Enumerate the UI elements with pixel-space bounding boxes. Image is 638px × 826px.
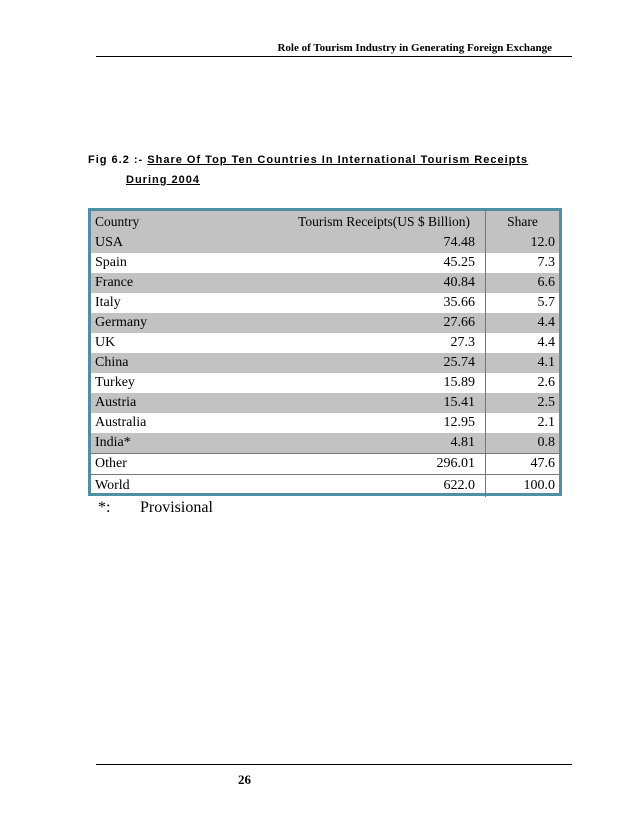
footer-rule [96,764,572,765]
cell-share: 100.0 [523,478,555,493]
figure-title-line2: During 2004 [126,174,200,186]
header-share: Share [507,214,538,229]
cell-country: Austria [95,395,137,410]
page-number: 26 [238,772,251,787]
header-rule [96,56,572,57]
table-row [91,253,559,273]
footnote-mark: *: [98,499,111,516]
cell-receipts: 25.74 [283,353,486,373]
table-row [91,474,559,497]
footnote-text: Provisional [140,499,213,516]
header-receipts: Tourism Receipts(US $ Billion) [283,211,486,233]
cell-share: 2.5 [537,395,555,410]
cell-country: Italy [95,295,121,310]
cell-country: Turkey [95,375,135,390]
table-row [91,313,559,333]
cell-country: India* [95,435,131,450]
cell-share: 6.6 [537,275,555,290]
running-header: Role of Tourism Industry in Generating Foreign Exchange [277,42,552,54]
table-row [91,353,559,373]
table-header-row [91,211,559,233]
table-row [91,373,559,393]
cell-country: USA [95,235,124,250]
figure-caption [88,150,568,190]
header-country: Country [95,214,140,229]
cell-receipts: 15.89 [283,373,486,393]
cell-receipts: 40.84 [283,273,486,293]
cell-share: 7.3 [537,255,555,270]
cell-share: 12.0 [530,235,555,250]
footnote [98,499,213,517]
cell-country: Spain [95,255,127,270]
table-row [91,233,559,253]
table-row [91,393,559,413]
figure-title-line1: Share Of Top Ten Countries In International Tourism Receipts [147,154,529,166]
figure-prefix: Fig 6.2 :- [88,154,148,166]
cell-receipts: 296.01 [283,454,486,474]
cell-country: China [95,355,129,370]
cell-country: World [95,478,130,493]
cell-receipts: 27.66 [283,313,486,333]
cell-receipts: 35.66 [283,293,486,313]
cell-receipts: 4.81 [283,433,486,453]
cell-share: 0.8 [537,435,555,450]
cell-share: 4.1 [537,355,555,370]
table-body [91,233,559,497]
cell-country: France [95,275,134,290]
cell-share: 5.7 [537,295,555,310]
table-row [91,273,559,293]
cell-country: Germany [95,315,148,330]
cell-receipts: 45.25 [283,253,486,273]
table-row [91,413,559,433]
table-row [91,293,559,313]
table-row [91,333,559,353]
cell-country: Other [95,456,127,471]
table-row [91,433,559,453]
cell-country: UK [95,335,116,350]
cell-share: 4.4 [537,335,555,350]
cell-receipts: 74.48 [283,233,486,253]
cell-share: 4.4 [537,315,555,330]
cell-receipts: 622.0 [283,475,486,497]
cell-receipts: 15.41 [283,393,486,413]
cell-share: 2.6 [537,375,555,390]
receipts-table [88,208,562,496]
cell-share: 2.1 [537,415,555,430]
cell-receipts: 27.3 [283,333,486,353]
cell-receipts: 12.95 [283,413,486,433]
cell-country: Australia [95,415,147,430]
cell-share: 47.6 [530,456,555,471]
table-row [91,453,559,474]
